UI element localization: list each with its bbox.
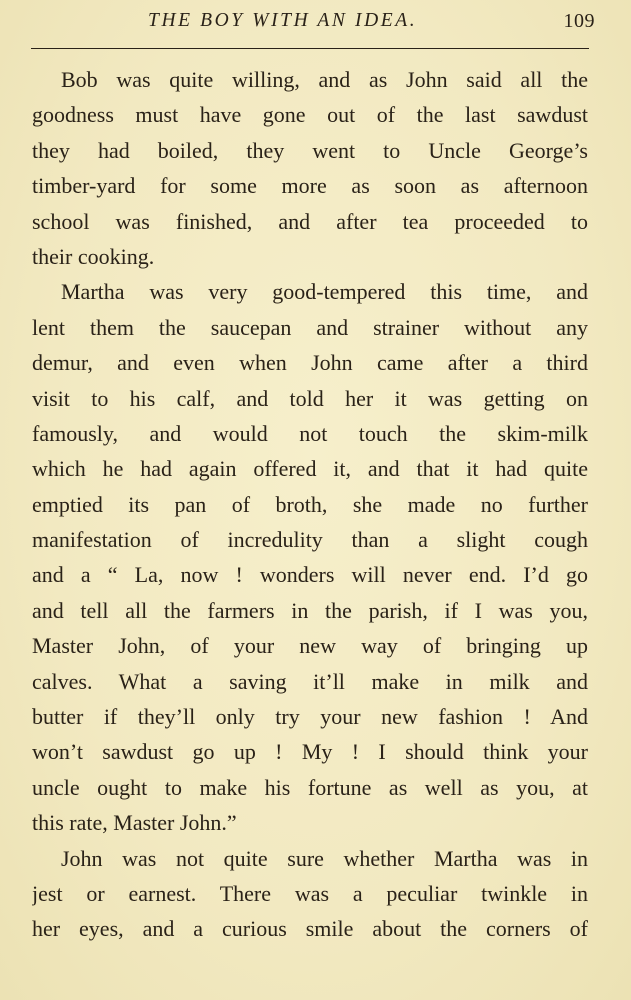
running-title: THE BOY WITH AN IDEA.: [148, 10, 418, 31]
text-line: school was finished, and after tea proceeded to: [32, 208, 588, 234]
text-line: goodness must have gone out of the last sawdust: [32, 102, 588, 128]
text-line: timber-yard for some more as soon as afternoon: [32, 173, 588, 199]
text-line: their cooking.: [32, 243, 155, 269]
text-line: they had boiled, they went to Uncle George’s: [32, 137, 588, 163]
text-line: visit to his calf, and told her it was getting on: [32, 385, 588, 411]
text-line: her eyes, and a curious smile about the corners of: [32, 916, 588, 942]
text-line: Master John, of your new way of bringing up: [32, 633, 588, 659]
text-line: manifestation of incredulity than a slight cough: [32, 527, 588, 553]
text-line: uncle ought to make his fortune as well as you, at: [32, 774, 588, 800]
text-line: emptied its pan of broth, she made no further: [32, 491, 588, 517]
text-line: and a “ La, now ! wonders will never end. I’d go: [32, 562, 588, 588]
text-line: lent them the saucepan and strainer without any: [32, 314, 588, 340]
text-line: Bob was quite willing, and as John said all the: [61, 67, 588, 92]
text-line: Martha was very good-tempered this time, and: [61, 279, 588, 305]
text-line: demur, and even when John came after a third: [32, 350, 588, 376]
text-line: won’t sawdust go up ! My ! I should think your: [32, 739, 588, 765]
text-line: this rate, Master John.”: [32, 810, 237, 836]
body-text: [32, 62, 588, 947]
header-rule: [31, 48, 589, 49]
text-line: calves. What a saving it’ll make in milk and: [32, 668, 588, 694]
text-line: John was not quite sure whether Martha was in: [61, 845, 588, 871]
text-line: which he had again offered it, and that it had quite: [32, 456, 588, 482]
running-head: [0, 8, 631, 36]
text-line: butter if they’ll only try your new fashion ! And: [32, 704, 588, 730]
text-line: jest or earnest. There was a peculiar twinkle in: [32, 880, 588, 906]
text-line: famously, and would not touch the skim-milk: [32, 420, 588, 446]
page-number: 109: [563, 10, 595, 32]
text-line: and tell all the farmers in the parish, if I was you,: [32, 597, 588, 623]
